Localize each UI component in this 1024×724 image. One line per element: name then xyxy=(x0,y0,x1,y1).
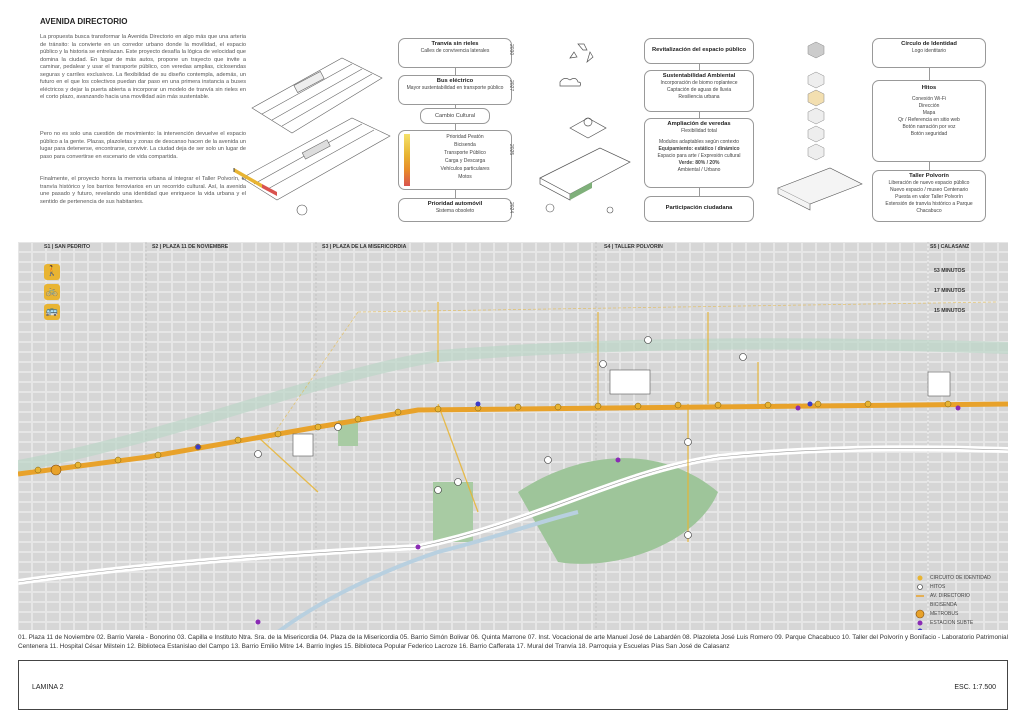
intro-paragraph-1: La propuesta busca transformar la Avenida Directorio en algo más que una arteria de tránsito: la convierte en un corredor urbano donde la movilidad, el espacio público y la historia se entrelazan. Este proyecto desafía la lógica de velocidad que domina la ciudad. En lugar de más autos, propone un trayecto que invite a caminar, pedalear y usar el transporte público, con veredas amplias, ciclosendas seguras y carriles exclusivos. La flexibilidad de su diseño contempla, además, un futuro en el que los colectivos puedan dar paso en una primera instancia a buses eléctricos y dejar la puerta abierta a incorporar un modelo de tranvía sin rieles en el corto plazo, avanzando hacia una movilidad aún más sustentable. xyxy=(40,34,246,100)
taller-line-2: Nuevo espacio / museo Centenario xyxy=(889,187,969,193)
identidad-illustration xyxy=(770,38,870,220)
legend-metrobus: METROBUS xyxy=(930,611,959,617)
legend-circuito: CIRCUITO DE IDENTIDAD xyxy=(930,575,991,581)
tranvia-title: Tranvía sin rieles xyxy=(431,41,479,47)
bus-icon: 🚌 xyxy=(44,304,60,320)
time-bus: 15 MINUTOS xyxy=(934,308,966,314)
timeline-auto-box xyxy=(398,198,512,222)
taller-line-3: Puesta en valor Taller Polvorín xyxy=(895,194,963,200)
taller-box xyxy=(872,170,986,222)
taller-line-1: Liberación de nuevo espacio público xyxy=(888,180,970,186)
section-s4: S4 | TALLER POLVORIN xyxy=(604,244,663,250)
hitos-line-1: Conexión Wi-Fi xyxy=(911,96,947,102)
sustentabilidad-box xyxy=(644,70,754,112)
tranvia-text: Calles de convivencia laterales xyxy=(420,48,490,54)
sustentabilidad-line-1: Incorporación de biomo roplantece xyxy=(660,80,738,86)
section-s1: S1 | SAN PEDRITO xyxy=(44,244,91,250)
hitos-line-3: Mapa xyxy=(922,110,936,116)
sheet-label: LAMINA 2 xyxy=(32,684,64,691)
auto-title: Prioridad automóvil xyxy=(427,201,483,207)
page-title: AVENIDA DIRECTORIO xyxy=(40,17,128,26)
prioridad-motos: Motos xyxy=(458,174,472,180)
hitos-line-4: Qr / Referencia en sitio web xyxy=(898,117,960,123)
auto-text: Sistema obsoleto xyxy=(435,208,475,214)
bicycle-icon: 🚲 xyxy=(44,284,60,300)
taller-title: Taller Polvorín xyxy=(909,173,949,179)
priority-gradient-bar xyxy=(404,134,410,186)
intro-paragraph-3: Finalmente, el proyecto honra la memoria urbana al integrar el Taller Polvorín, el tranvía histórico y los barrios ferroviarios en un recorrido cultural. Así, la avenida une pasado y futuro, revelando una identidad que enriquece la vida urbana y el sentido de pertenencia de sus habitantes. xyxy=(40,176,246,205)
scale-label: ESC. 1:7.500 xyxy=(954,684,996,691)
hitos-title: Hitos xyxy=(921,85,937,91)
map-graphics xyxy=(18,242,1008,630)
timeline-tranvia-box xyxy=(398,38,512,68)
section-s2: S2 | PLAZA 11 DE NOVIEMBRE xyxy=(152,244,229,250)
revitalizacion-box xyxy=(644,38,754,64)
timeline-cambio-box xyxy=(420,108,490,124)
title-block xyxy=(18,660,1008,710)
time-walk: 53 MINUTOS xyxy=(934,268,966,274)
bus-title: Bus eléctrico xyxy=(436,78,474,84)
intro-paragraph-2: Pero no es solo una cuestión de movimiento: la intervención devuelve el espacio público a la gente. Plazas, plazoletas y zonas de descanso hacen de la avenida un lugar para detenerse, encontrarse, convivir. La ciudad deja de ser solo un lugar de paso para convertirse en escenario de vida compartida. xyxy=(40,131,246,160)
ampliacion-box xyxy=(644,118,754,188)
ampliacion-line-5: Espacio para arte / Expresión cultural xyxy=(657,153,741,159)
hitos-line-2: Dirección xyxy=(918,103,940,109)
circuito-title: Círculo de Identidad xyxy=(901,41,957,47)
prioridad-carga: Carga y Descarga xyxy=(444,158,486,164)
espacio-publico-illustration xyxy=(530,38,640,220)
legend-bicisenda: BICISENDA xyxy=(930,602,957,608)
hitos-line-6: Botón seguridad xyxy=(910,131,948,137)
prioridad-vehiculos: Vehículos particulares xyxy=(440,166,490,172)
circuito-text: Logo identitario xyxy=(911,48,947,54)
walk-icon: 🚶 xyxy=(44,264,60,280)
prioridad-transporte: Transporte Público xyxy=(444,150,486,156)
sustentabilidad-line-3: Resiliencia urbana xyxy=(678,94,720,100)
ampliacion-line-1: Flexibilidad total xyxy=(681,128,717,134)
legend-subte: ESTACION SUBTE xyxy=(930,620,974,626)
timeline-bus-box xyxy=(398,75,512,105)
ampliacion-line-7: Ambiental / Urbano xyxy=(677,167,721,173)
year-2027: 2027 xyxy=(508,80,514,92)
ampliacion-line-6: Verde: 80% / 20% xyxy=(678,160,720,166)
participacion-box xyxy=(644,196,754,222)
corridor-map xyxy=(18,242,1008,630)
taller-line-4: Extensión de tranvía histórico a Parque Chacabuco xyxy=(885,201,973,214)
cambio-title: Cambio Cultural xyxy=(434,113,476,119)
year-2025: 2025 xyxy=(508,144,514,156)
prioridad-peaton: Prioridad Peatón xyxy=(446,134,484,140)
section-s5: S5 | CALASANZ xyxy=(930,244,970,250)
bus-text: Mayor sustentabilidad en transporte público xyxy=(406,85,504,91)
sustentabilidad-line-2: Captación de aguas de lluvia xyxy=(666,87,732,93)
recycle-icon xyxy=(570,44,593,62)
participacion-title: Participación ciudadana xyxy=(665,205,733,211)
revitalizacion-title: Revitalización del espacio público xyxy=(651,47,747,53)
year-2024: 2024 xyxy=(508,202,514,214)
ampliacion-title: Ampliación de veredas xyxy=(667,121,731,127)
landmark-list: 01. Plaza 11 de Noviembre 02. Barrio Varela - Bonorino 03. Capilla e Instituto Ntra. Sra. de la Misericordia 04. Plaza de la Misericordia 05. Barrio Simón Bolivar 06. Quinta Marrone 07. Inst. Vocacional de arte Manuel José de Labardén 08. Plazoleta José Luis Romero 09. Parque Chacabuco 10. Taller del Polvorín y Bonifacio - Laboratorio Patrimonial Centenera 11. Hospital César Milstein 12. Biblioteca Estanislao del Campo 13. Barrio Emilio Mitre 14. Barrio Ingles 15. Biblioteca Popular Federico Lacroze 16. Barrio Cafferata 17. Mural del Tranvía 18. Parroquia y Escuelas Pías San José de Calasanz xyxy=(18,634,1008,650)
legend-hitos: HITOS xyxy=(930,584,946,590)
street-perspective-illustration xyxy=(232,38,392,220)
hitos-box xyxy=(872,80,986,162)
prioridad-bicisenda: Bicisenda xyxy=(454,142,476,148)
hitos-line-5: Botón narración por voz xyxy=(902,124,956,130)
ampliacion-line-3: Modulos adaptables según contexto xyxy=(658,139,740,145)
time-bike: 17 MINUTOS xyxy=(934,288,966,294)
legend-avenida: AV. DIRECTORIO xyxy=(930,593,970,599)
year-2030: 2030 xyxy=(508,44,514,56)
timeline-prioridades-box xyxy=(398,130,512,190)
section-s3: S3 | PLAZA DE LA MISERICORDIA xyxy=(322,244,407,250)
circuito-box xyxy=(872,38,986,68)
ampliacion-line-4: Equipamiento: estático / dinámico xyxy=(658,146,740,152)
sustentabilidad-title: Sustentabilidad Ambiental xyxy=(662,73,736,79)
